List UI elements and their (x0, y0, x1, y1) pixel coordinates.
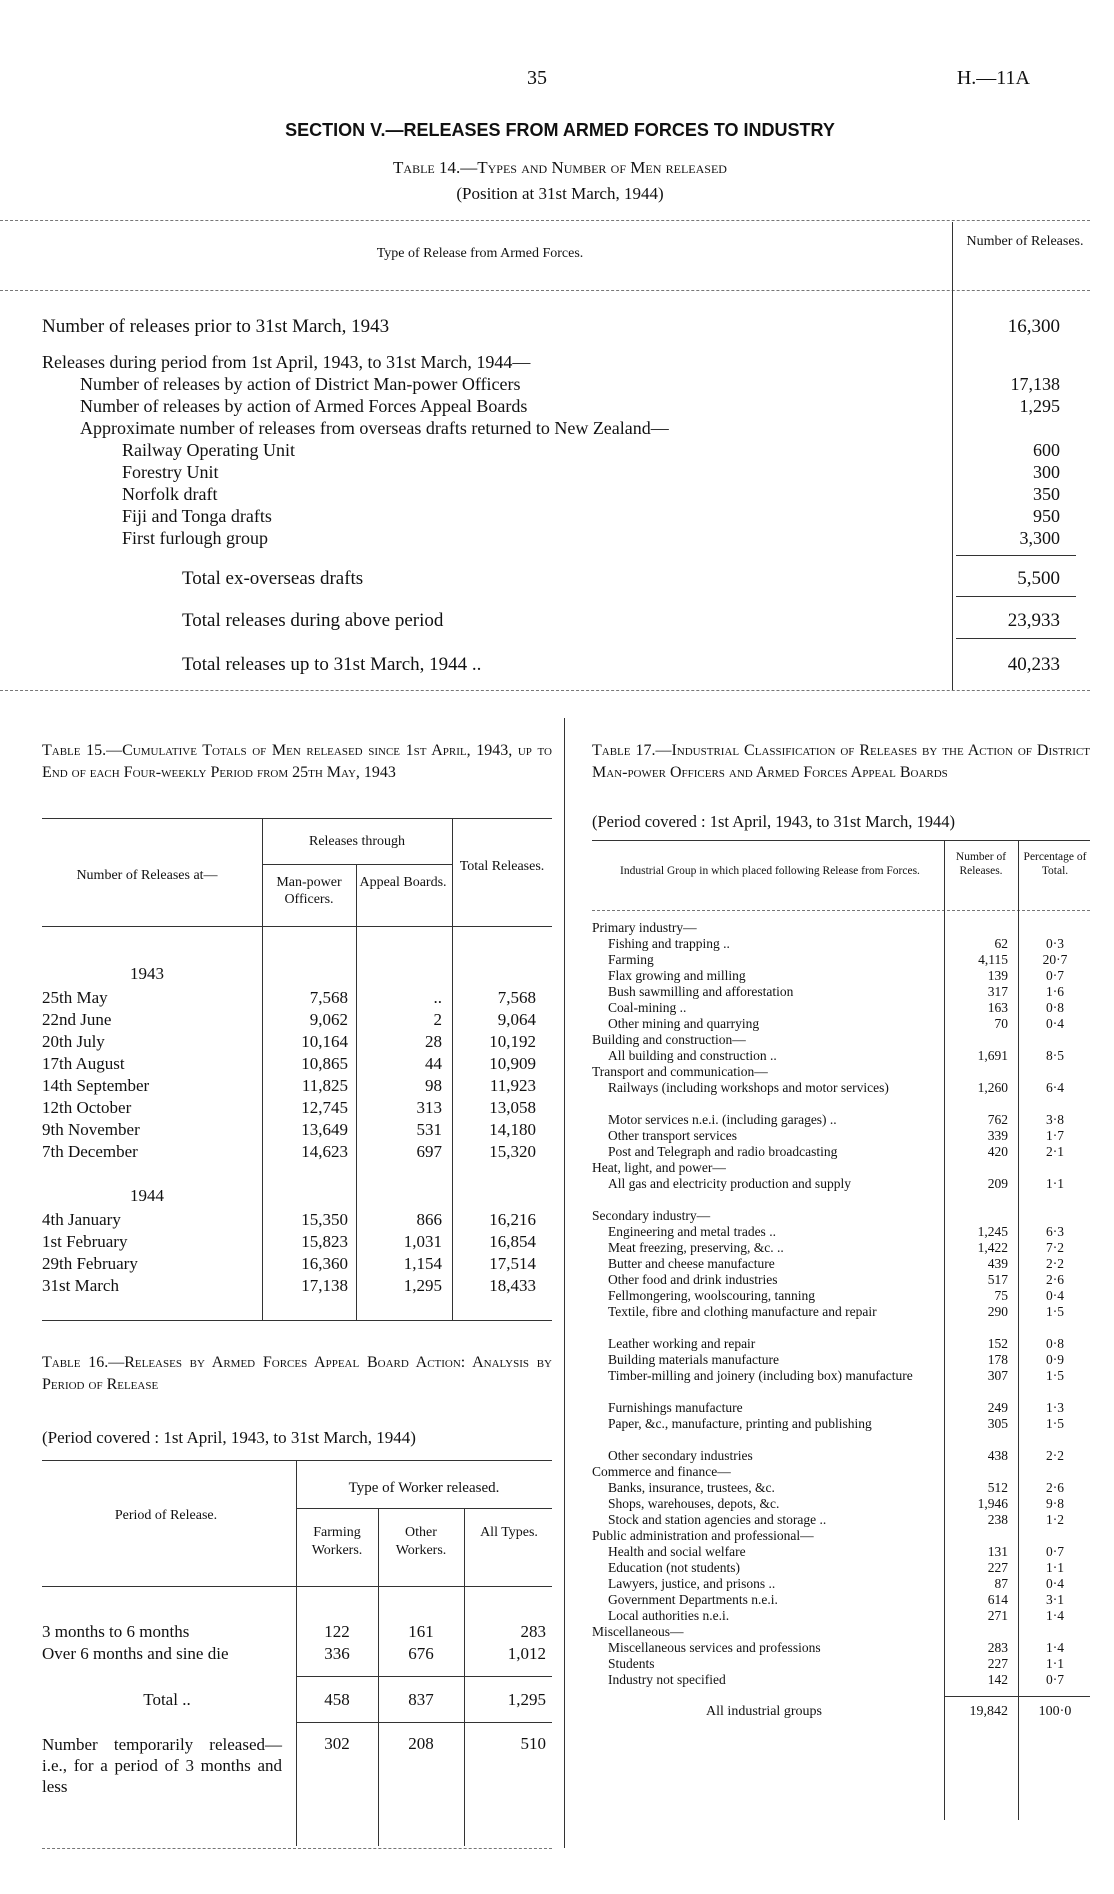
table17-row-pct: 3·1 (1046, 1592, 1064, 1607)
table14-row-value: 5,500 (1017, 568, 1060, 589)
table17-row-label: Other food and drink industries (608, 1272, 778, 1287)
table15-row-total: 16,854 (489, 1232, 536, 1251)
table14-row-label: Total ex-overseas drafts (182, 568, 364, 589)
table15-row-total: 10,909 (489, 1054, 536, 1073)
table16-temp-other: 208 (408, 1734, 434, 1753)
table17-row-pct: 0·8 (1046, 1000, 1064, 1015)
table17-total-number: 19,842 (969, 1704, 1008, 1719)
table17-row-number: 75 (994, 1288, 1008, 1303)
table16-row-2-label: Over 6 months and sine die (42, 1644, 229, 1663)
table17-row-number: 339 (987, 1128, 1008, 1143)
table17-row-label: All building and construction .. (608, 1048, 777, 1063)
table15-row-date: 1st February (42, 1232, 128, 1251)
table16-total-farming: 458 (324, 1690, 350, 1709)
table14-row-label: Total releases during above period (182, 610, 444, 631)
table17-row-number: 762 (987, 1112, 1008, 1127)
table15-row-date: 17th August (42, 1054, 125, 1073)
table15-row-total: 9,064 (497, 1010, 536, 1029)
table15-row-manpower: 7,568 (309, 988, 348, 1007)
table14-row-label: Forestry Unit (122, 462, 219, 482)
table17-group-heading: Commerce and finance— (592, 1464, 731, 1479)
table17-row-number: 517 (987, 1272, 1008, 1287)
table17-row-label: Butter and cheese manufacture (608, 1256, 775, 1271)
table15-row-manpower: 13,649 (301, 1120, 348, 1139)
table17-row-number: 512 (987, 1480, 1008, 1495)
table17-row-pct: 3·8 (1046, 1112, 1064, 1127)
table17-group-heading: Secondary industry— (592, 1208, 711, 1223)
table14-row-label: Total releases up to 31st March, 1944 .. (182, 654, 482, 675)
table14-row-value: 23,933 (1007, 610, 1060, 631)
table14-col-type: Type of Release from Armed Forces. (376, 246, 584, 261)
page-reference: H.—11A (956, 67, 1030, 89)
table17-row-pct: 20·7 (1042, 952, 1068, 967)
table17-group-heading: Miscellaneous— (592, 1624, 684, 1639)
table17-row-pct: 2·6 (1046, 1480, 1064, 1495)
table15-row-date: 31st March (42, 1276, 119, 1295)
table15-row-appeal: 697 (416, 1142, 442, 1161)
table17-col-pct: Percentage of Total. (1023, 851, 1087, 877)
table17-row-label: All gas and electricity production and supply (608, 1176, 851, 1191)
table15-row-appeal: 866 (416, 1210, 442, 1229)
table17-row-label: Bush sawmilling and afforestation (608, 984, 794, 999)
table17-row-number: 209 (987, 1176, 1008, 1191)
table17-row-number: 178 (987, 1352, 1008, 1367)
table15-row-date: 9th November (42, 1120, 140, 1139)
table17-row-label: Farming (608, 952, 654, 967)
table17-row-pct: 1·5 (1046, 1368, 1064, 1383)
table17-row-label: Miscellaneous services and professions (608, 1640, 821, 1655)
table15-row-total: 13,058 (489, 1098, 536, 1117)
table17-row-pct: 0·4 (1046, 1576, 1064, 1591)
table16-col-farming: Farming Workers. (311, 1525, 363, 1558)
table17-row-number: 238 (987, 1512, 1008, 1527)
table17-row-label: Lawyers, justice, and prisons .. (608, 1576, 776, 1591)
table15-row-date: 20th July (42, 1032, 105, 1051)
table17-row-pct: 0·7 (1046, 968, 1064, 983)
table17-row-label: Fishing and trapping .. (608, 936, 730, 951)
table17-col-number: Number of Releases. (955, 851, 1007, 877)
table17-row-pct: 2·2 (1046, 1256, 1064, 1271)
table15-row-manpower: 10,164 (301, 1032, 348, 1051)
table17-row-number: 438 (987, 1448, 1008, 1463)
table15-row-date: 12th October (42, 1098, 132, 1117)
table17-total-pct: 100·0 (1038, 1704, 1072, 1719)
table16-col-period: Period of Release. (114, 1508, 218, 1523)
table17-row-label: Banks, insurance, trustees, &c. (608, 1480, 775, 1495)
table17-row-number: 227 (987, 1560, 1008, 1575)
table17-row-pct: 1·1 (1046, 1560, 1064, 1575)
table17-row-pct: 2·6 (1046, 1272, 1064, 1287)
table17-row-pct: 1·7 (1046, 1128, 1064, 1143)
table17-group-heading: Building and construction— (592, 1032, 746, 1047)
table15-row-date: 7th December (42, 1142, 138, 1161)
table17-row-label: Stock and station agencies and storage .. (608, 1512, 827, 1527)
table17-row-number: 70 (994, 1016, 1008, 1031)
table17-row-label: Building materials manufacture (608, 1352, 779, 1367)
table14-row-value: 950 (1033, 506, 1060, 526)
table16-col-all: All Types. (480, 1525, 538, 1540)
table17-row-number: 4,115 (978, 952, 1008, 967)
table17-row-label: Government Departments n.e.i. (608, 1592, 778, 1607)
table17-row-label: Timber-milling and joinery (including box) manufacture (608, 1368, 913, 1383)
table17-row-number: 614 (987, 1592, 1008, 1607)
table17-row-number: 317 (987, 984, 1008, 999)
table15-col-through: Releases through (308, 834, 406, 849)
table17-row-label: Education (not students) (608, 1560, 740, 1575)
table15-row-appeal: 28 (425, 1032, 442, 1051)
table17-group-heading: Transport and communication— (592, 1064, 768, 1079)
table17-row-pct: 0·9 (1046, 1352, 1064, 1367)
table17-row-pct: 0·8 (1046, 1336, 1064, 1351)
table15-year-1944: 1944 (130, 1186, 164, 1205)
table17-row-number: 249 (987, 1400, 1008, 1415)
table15-row-date: 29th February (42, 1254, 138, 1273)
table17-row-pct: 2·2 (1046, 1448, 1064, 1463)
table16-temp-label: Number temporarily released—i.e., for a period of 3 months and less (42, 1735, 282, 1796)
table16-temp-all: 510 (520, 1734, 546, 1753)
table17-row-number: 305 (987, 1416, 1008, 1431)
table16-total-other: 837 (408, 1690, 434, 1709)
table17-row-number: 1,422 (977, 1240, 1008, 1255)
table15-row-total: 17,514 (489, 1254, 536, 1273)
table14-col-number: Number of Releases. (966, 234, 1084, 249)
table17-row-pct: 0·7 (1046, 1544, 1064, 1559)
table17-row-label: Fellmongering, woolscouring, tanning (608, 1288, 815, 1303)
table17-row-number: 1,260 (977, 1080, 1008, 1095)
table17-row-label: Other transport services (608, 1128, 737, 1143)
table14-subtitle: (Position at 31st March, 1944) (456, 184, 664, 203)
table17-group-heading: Primary industry— (592, 920, 697, 935)
table15-row-appeal: 1,031 (403, 1232, 442, 1251)
table14-row-label: Number of releases prior to 31st March, 1943 (42, 316, 390, 337)
table17-row-pct: 2·1 (1046, 1144, 1064, 1159)
table15-row-appeal: 1,295 (403, 1276, 442, 1295)
table15-row-total: 14,180 (489, 1120, 536, 1139)
table14-row-value: 17,138 (1010, 374, 1060, 394)
table15-row-manpower: 15,823 (301, 1232, 348, 1251)
table14-row-value: 350 (1033, 484, 1060, 504)
table16-row-2-farming: 336 (324, 1644, 350, 1663)
table17-row-label: Railways (including workshops and motor services) (608, 1080, 889, 1095)
table14-row-label: Norfolk draft (122, 484, 218, 504)
table17-row-pct: 1·4 (1046, 1608, 1064, 1623)
table17-row-pct: 6·3 (1046, 1224, 1064, 1239)
page-number: 35 (527, 67, 547, 89)
table17-row-label: Furnishings manufacture (608, 1400, 743, 1415)
table17-row-pct: 1·5 (1046, 1416, 1064, 1431)
table17-row-pct: 0·4 (1046, 1288, 1064, 1303)
table17-row-number: 139 (987, 968, 1008, 983)
table17-row-number: 1,946 (977, 1496, 1008, 1511)
table17-row-pct: 1·5 (1046, 1304, 1064, 1319)
table15-title: Table 15.—Cumulative Totals of Men released since 1st April, 1943, up to End of each Four-weekly Period from 25th May, 1943 (42, 742, 552, 781)
table15-row-total: 15,320 (489, 1142, 536, 1161)
table17-row-pct: 1·3 (1046, 1400, 1064, 1415)
table15-col-total: Total Releases. (459, 859, 545, 874)
table14-title: Table 14.—Types and Number of Men released (393, 158, 727, 177)
table17-row-label: Industry not specified (608, 1672, 726, 1687)
table17-row-pct: 0·4 (1046, 1016, 1064, 1031)
table15-row-manpower: 15,350 (301, 1210, 348, 1229)
table17-group-heading: Public administration and professional— (592, 1528, 814, 1543)
table17-row-pct: 0·7 (1046, 1672, 1064, 1687)
table17-row-pct: 6·4 (1046, 1080, 1064, 1095)
table15-row-date: 14th September (42, 1076, 150, 1095)
table17-row-number: 142 (987, 1672, 1008, 1687)
table16-row-2-other: 676 (408, 1644, 434, 1663)
table15-row-manpower: 11,825 (301, 1076, 348, 1095)
table17-row-label: Other mining and quarrying (608, 1016, 760, 1031)
table15-row-total: 16,216 (489, 1210, 536, 1229)
table15-row-manpower: 17,138 (301, 1276, 348, 1295)
table17-row-label: Other secondary industries (608, 1448, 753, 1463)
table17-row-label: Flax growing and milling (608, 968, 746, 983)
table14-row-label: Number of releases by action of Armed Forces Appeal Boards (80, 396, 528, 416)
table15-row-manpower: 9,062 (309, 1010, 348, 1029)
table17-row-label: Students (608, 1656, 655, 1671)
table15-row-manpower: 16,360 (301, 1254, 348, 1273)
table17-row-number: 152 (987, 1336, 1008, 1351)
section-title: SECTION V.—RELEASES FROM ARMED FORCES TO INDUSTRY (285, 120, 835, 140)
table17-col-group: Industrial Group in which placed following Release from Forces. (620, 865, 920, 877)
table14-row-label: Fiji and Tonga drafts (122, 506, 272, 526)
table14-row-label: Releases during period from 1st April, 1943, to 31st March, 1944— (42, 352, 531, 372)
table14-row-label: Railway Operating Unit (122, 440, 295, 460)
table16-total-all: 1,295 (507, 1690, 546, 1709)
table17-row-number: 439 (987, 1256, 1008, 1271)
table15-row-manpower: 10,865 (301, 1054, 348, 1073)
table17-row-pct: 1·4 (1046, 1640, 1064, 1655)
table16-row-1-label: 3 months to 6 months (42, 1622, 190, 1641)
table15-row-appeal: 98 (425, 1076, 442, 1095)
table17-row-number: 227 (987, 1656, 1008, 1671)
table17-row-number: 1,245 (977, 1224, 1008, 1239)
table15-row-appeal: 44 (425, 1054, 442, 1073)
table17-row-pct: 0·3 (1046, 936, 1064, 951)
table17-row-label: Shops, warehouses, depots, &c. (608, 1496, 780, 1511)
table15-row-manpower: 12,745 (301, 1098, 348, 1117)
table17-row-label: Motor services n.e.i. (including garages) .. (608, 1112, 837, 1127)
table17-row-label: Post and Telegraph and radio broadcasting (608, 1144, 838, 1159)
table17-row-label: Textile, fibre and clothing manufacture and repair (608, 1304, 877, 1319)
table14-row-label: First furlough group (122, 528, 268, 548)
table16-row-2-all: 1,012 (507, 1644, 546, 1663)
table17-row-label: Paper, &c., manufacture, printing and publishing (608, 1416, 872, 1431)
table15-col-manpower: Man-power Officers. (276, 875, 342, 907)
table17-row-pct: 9·8 (1046, 1496, 1064, 1511)
table14-row-value: 600 (1033, 440, 1060, 460)
table16-temp-farming: 302 (324, 1734, 350, 1753)
table15-col-period: Number of Releases at— (76, 868, 218, 883)
table17-row-number: 131 (987, 1544, 1008, 1559)
table14-row-value: 300 (1033, 462, 1060, 482)
table15-year-1943: 1943 (130, 964, 164, 983)
table17-title: Table 17.—Industrial Classification of Releases by the Action of District Man-power Officers and Armed Forces Appeal Boards (592, 742, 1090, 781)
table16-total-label: Total .. (143, 1690, 191, 1709)
table15-row-manpower: 14,623 (301, 1142, 348, 1161)
table17-row-pct: 8·5 (1046, 1048, 1064, 1063)
table16-row-1-farming: 122 (324, 1622, 350, 1641)
table17-row-number: 307 (987, 1368, 1008, 1383)
table17-row-label: Leather working and repair (608, 1336, 756, 1351)
table15-row-date: 25th May (42, 988, 108, 1007)
table15-row-date: 4th January (42, 1210, 121, 1229)
table17-row-label: Meat freezing, preserving, &c. .. (608, 1240, 784, 1255)
table17-subtitle: (Period covered : 1st April, 1943, to 31st March, 1944) (592, 812, 955, 831)
table15-row-total: 7,568 (497, 988, 536, 1007)
table16-subtitle: (Period covered : 1st April, 1943, to 31st March, 1944) (42, 1428, 416, 1447)
table16-row-1-other: 161 (408, 1622, 434, 1641)
table16-title: Table 16.—Releases by Armed Forces Appeal Board Action: Analysis by Period of Release (42, 1354, 552, 1393)
table17-total-label: All industrial groups (706, 1704, 822, 1719)
table17-row-number: 62 (994, 936, 1008, 951)
table17-group-heading: Heat, light, and power— (592, 1160, 726, 1175)
table17-row-pct: 1·1 (1046, 1176, 1064, 1191)
table17-row-pct: 1·6 (1046, 984, 1064, 999)
table17-row-number: 163 (987, 1000, 1008, 1015)
table17-row-pct: 7·2 (1046, 1240, 1064, 1255)
table14-row-value: 40,233 (1007, 654, 1060, 675)
table16-row-1-all: 283 (520, 1622, 546, 1641)
table15-row-total: 18,433 (489, 1276, 536, 1295)
table15-row-total: 11,923 (489, 1076, 536, 1095)
table14-row-label: Number of releases by action of District Man-power Officers (80, 374, 521, 394)
table16-col-type: Type of Worker released. (348, 1480, 500, 1496)
table14-row-value: 1,295 (1019, 396, 1060, 416)
table17-row-number: 420 (987, 1144, 1008, 1159)
table15-row-appeal: 531 (416, 1120, 442, 1139)
table14-row-label: Approximate number of releases from overseas drafts returned to New Zealand— (80, 418, 669, 438)
table15-row-date: 22nd June (42, 1010, 112, 1029)
table15-row-appeal: 313 (416, 1098, 442, 1117)
table16-col-other: Other Workers. (395, 1525, 447, 1558)
table15-row-total: 10,192 (489, 1032, 536, 1051)
table15-col-appeal: Appeal Boards. (359, 875, 447, 890)
table15-row-appeal: .. (433, 988, 442, 1007)
table17-row-label: Coal-mining .. (608, 1000, 687, 1015)
table17-row-number: 1,691 (977, 1048, 1008, 1063)
table15-row-appeal: 1,154 (403, 1254, 442, 1273)
table17-row-pct: 1·1 (1046, 1656, 1064, 1671)
table14-row-value: 16,300 (1007, 316, 1060, 337)
table17-row-number: 290 (987, 1304, 1008, 1319)
table14-row-value: 3,300 (1019, 528, 1060, 548)
table17-row-label: Local authorities n.e.i. (608, 1608, 730, 1623)
table17-row-pct: 1·2 (1046, 1512, 1064, 1527)
table17-row-label: Engineering and metal trades .. (608, 1224, 776, 1239)
table17-row-number: 271 (987, 1608, 1008, 1623)
table17-row-number: 283 (987, 1640, 1008, 1655)
table17-row-label: Health and social welfare (608, 1544, 746, 1559)
table17-row-number: 87 (994, 1576, 1008, 1591)
table15-row-appeal: 2 (433, 1010, 442, 1029)
